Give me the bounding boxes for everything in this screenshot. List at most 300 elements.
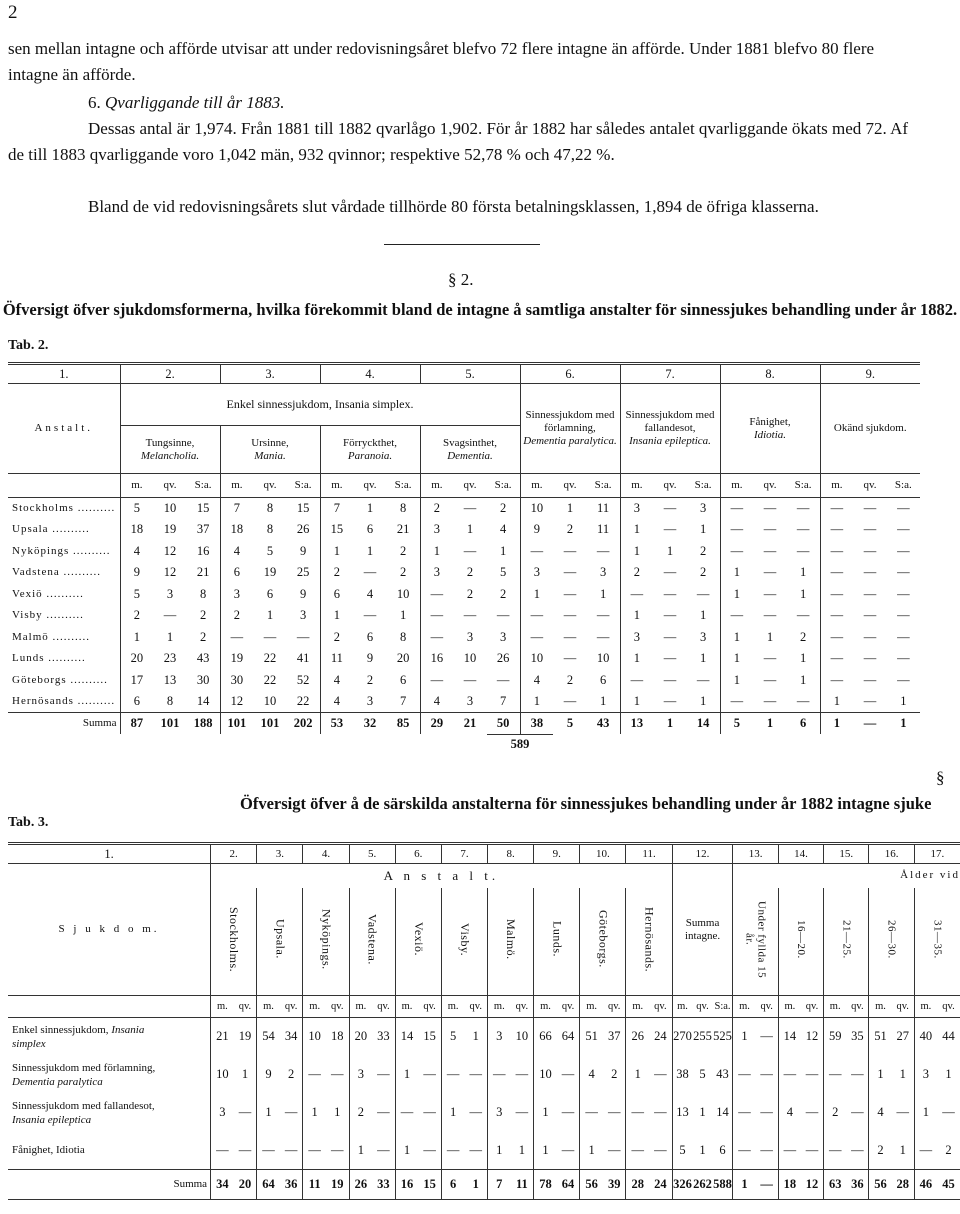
anstalt-header [534,888,580,996]
cell-value: 3 [220,584,253,606]
sub-header: qv. [756,996,779,1018]
cell-value: 1 [566,501,574,515]
colnum: 5. [349,844,395,864]
cell-value: — [654,1142,667,1157]
sub-header: m. [320,474,353,498]
anstalt-name: Lunds. [550,921,565,958]
sub-header: qv. [753,474,786,498]
cell-value: — [696,672,710,687]
cell-value: 19 [163,522,177,537]
disease-header [320,426,420,474]
row-label: Nyköpings .......... [12,544,111,557]
table-row [8,1132,960,1170]
cell-value: 1 [799,565,807,580]
disease-name: Svagsinthet, [442,436,498,449]
cell-value: — [496,608,510,623]
cell-value: 1 [241,1067,249,1081]
cell-value: — [626,1094,649,1132]
cell-value: — [488,1056,511,1094]
cell-value: 3 [620,627,653,649]
disease-header [420,426,520,474]
cell-value: 11 [597,501,610,515]
cell-value: 3 [211,1094,234,1132]
disease-latin: Dementia paralytica [12,1075,103,1088]
row-label-line [12,1143,210,1157]
cell-value: — [263,629,277,644]
cell-value: 8 [199,586,207,601]
cell-value: — [377,1142,390,1157]
colnum: 14. [778,844,823,864]
cell-value: 1 [799,672,807,687]
table-row [8,1056,960,1094]
cell-value: — [626,1132,649,1170]
colnum-row [8,364,920,384]
cell-value: 6 [366,522,374,537]
alder-group-header: Ålder vid [733,864,960,888]
cell-value: — [469,1067,482,1081]
sub-header: qv. [326,996,349,1018]
summa-value: 11 [303,1170,326,1200]
cell-value: — [563,629,577,644]
empty-cell [787,734,820,754]
cell-value: — [238,1142,252,1157]
cell-value: 1 [420,541,453,563]
empty-cell [320,734,353,754]
disease-header [820,384,920,474]
sub-header: qv. [653,474,686,498]
cell-value: 202 [287,713,320,735]
colnum-row [8,844,960,864]
table-row [8,670,920,692]
cell-value: — [863,608,877,623]
cell-value: 3 [466,694,474,708]
disease-latin: Melancholia. [140,449,200,462]
cell-value: 2 [366,672,374,687]
cell-value: 20 [349,1018,372,1056]
cell-value: 13 [163,672,177,687]
sub-header: qv. [280,996,303,1018]
cell-value: — [654,1105,667,1119]
age-label: 26—30. [885,919,898,959]
cell-value: — [363,565,377,580]
cell-value: 5 [120,498,153,520]
cell-value: 4 [320,691,353,713]
table-row [8,648,920,670]
cell-value: 1 [599,694,607,708]
disease-name: Fånighet, Idiotia [12,1144,85,1157]
cell-value: — [520,541,553,563]
empty-cell [587,734,620,754]
summa-value: 28 [892,1170,915,1200]
cell-value: 24 [649,1018,672,1056]
cell-value: 1 [499,543,507,558]
cell-value: 1 [899,1067,906,1081]
cell-value: 18 [120,519,153,541]
sub-header: m. [626,996,649,1018]
summa-row [8,713,920,735]
cell-value: — [607,1105,621,1119]
row-label: Vadstena .......... [12,566,101,579]
summa-value: 36 [280,1170,303,1200]
cell-value: 10 [520,648,553,670]
cell-value: 12 [163,565,177,580]
cell-value: 20 [396,651,410,666]
cell-value: 2 [699,543,707,558]
row-label-line [12,1061,210,1075]
cell-value: 16 [196,543,210,558]
cell-value: 3 [349,1056,372,1094]
sub-header: qv. [511,996,534,1018]
disease-header [120,426,220,474]
cell-value: 255 [692,1018,712,1056]
anstalt-header [211,888,257,996]
cell-value: — [563,586,577,601]
cell-value: — [796,608,810,623]
sub-header: m. [733,996,756,1018]
disease-latin: Mania. [254,449,286,462]
anstalt-header [580,888,626,996]
cell-value: — [720,519,753,541]
table-row [8,584,920,606]
cell-value: — [331,1142,344,1157]
cell-value: 4 [120,541,153,563]
cell-value: — [515,1067,529,1081]
row-label: Stockholms .......... [12,502,116,514]
cell-value: — [563,651,577,666]
cell-value: 1 [518,1142,525,1157]
cell-value: — [620,670,653,692]
summa-value: 1 [733,1170,756,1200]
cell-value: 2 [420,498,453,520]
cell-value: — [663,694,677,708]
cell-value: 1 [534,1132,557,1170]
cell-value: 1 [366,501,374,515]
cell-value: 10 [211,1056,234,1094]
cell-value: — [897,543,910,558]
empty-cell [253,734,286,754]
cell-value: 1 [720,627,753,649]
cell-value: 7 [399,694,407,708]
cell-value: — [760,1142,773,1157]
table-row [8,691,920,713]
colnum: 8. [488,844,534,864]
cell-value: — [897,608,910,623]
cell-value: 19 [220,648,253,670]
cell-value: 1 [914,1094,937,1132]
cell-value: 1 [620,648,653,670]
cell-value: — [284,1105,298,1119]
cell-value: 3 [520,562,553,584]
cell-value: — [763,543,777,558]
empty-cell [653,734,686,754]
age-label: 21—25. [840,919,853,959]
cell-value: — [654,1067,667,1081]
cell-value: 270 [672,1018,692,1056]
cell-value: — [563,694,577,708]
cell-value: 4 [366,586,374,601]
colnum: 2. [211,844,257,864]
empty-cell [620,734,653,754]
paragraph-text: Bland de vid redovisningsårets slut vårdade tillhörde 80 första betalningsklassen, 1,894 de öfriga klasserna. [88,197,819,216]
sub-header: m. [534,996,557,1018]
disease-name: Tungsinne, [145,436,195,449]
cell-value: 1 [699,651,707,666]
cell-value: — [496,672,510,687]
cell-value: 30 [220,670,253,692]
cell-value: 51 [869,1018,892,1056]
disease-name: Ursinne, [251,436,289,449]
sub-header: m. [349,996,372,1018]
cell-value: — [863,586,877,601]
empty-cell [287,734,320,754]
cell-value: 4 [420,691,453,713]
cell-value: — [820,605,853,627]
summa-value: 26 [349,1170,372,1200]
empty-cell [8,996,211,1018]
cell-value: 14 [716,1105,729,1119]
cell-value: 30 [196,672,210,687]
cell-value: 1 [464,1018,487,1056]
cell-value: — [820,541,853,563]
sub-header: S:a. [487,474,520,498]
cell-value: — [363,608,377,623]
age-header [869,888,914,996]
anstalt-name: Vadstena. [365,913,380,965]
cell-value: 101 [153,713,186,735]
cell-value: — [863,543,877,558]
cell-value: 6 [120,691,153,713]
cell-value: — [663,565,677,580]
sub-header: S:a. [787,474,820,498]
disease-latin: simplex [12,1037,46,1050]
cell-value: 3 [366,694,374,708]
cell-value: 1 [899,1142,906,1157]
row-label [8,1094,211,1132]
cell-value: 14 [778,1018,801,1056]
cell-value: — [441,1132,464,1170]
sub-header: S:a. [287,474,320,498]
empty-cell [453,734,486,754]
empty-cell [720,734,753,754]
cell-value: 3 [299,608,307,623]
disease-header [720,384,820,474]
cell-value: — [515,1105,529,1119]
cell-value: 10 [303,1018,326,1056]
empty-cell [153,734,186,754]
cell-value: 2 [620,562,653,584]
cell-value: — [663,608,677,623]
sub-header: m. [914,996,937,1018]
cell-value: 5 [720,713,753,735]
cell-value: — [580,1094,603,1132]
summa-value: 33 [372,1170,395,1200]
cell-value: 52 [296,672,310,687]
sub-header: m. [580,996,603,1018]
cell-value: — [914,1132,937,1170]
cell-value: — [663,672,677,687]
sub-header: qv. [464,996,487,1018]
cell-value: 1 [441,1094,464,1132]
paragraph-text: sen mellan intagne och afförde utvisar att under redovisningsåret blefvo 72 flere intagne än afförde. Under 1881 blefvo 80 flere intagne än afförde. [8,39,875,84]
cell-value: 525 [713,1018,733,1056]
cell-value: 9 [120,562,153,584]
cell-value: — [820,648,853,670]
cell-value: — [663,586,677,601]
cell-value: 1 [580,1132,603,1170]
cell-value: 4 [520,670,553,692]
cell-value: — [377,1105,390,1119]
cell-value: 6 [266,586,274,601]
sub-header: m. [820,474,853,498]
cell-value: 11 [597,522,610,537]
cell-value: — [897,586,910,601]
empty-cell [387,734,420,754]
cell-value: 26 [626,1018,649,1056]
summa-value: 6 [441,1170,464,1200]
cell-value: 2 [349,1094,372,1132]
sub-header: S:a. [887,474,920,498]
cell-value: — [520,627,553,649]
cell-value: 1 [620,519,653,541]
cell-value: — [796,543,810,558]
colnum: 4. [303,844,349,864]
colnum: 12. [672,844,733,864]
section-3-mark: § [936,768,945,787]
cell-value: 2 [220,605,253,627]
sub-header: qv. [253,474,286,498]
group-header-row [8,864,960,888]
cell-value: 2 [566,672,574,687]
age-label: 31—35. [931,919,944,959]
cell-value: 2 [945,1142,952,1157]
row-label: Malmö .......... [12,630,91,643]
summa-value: 12 [801,1170,824,1200]
cell-value: — [863,501,877,515]
cell-value: 1 [266,608,274,623]
cell-value: 1 [666,543,674,558]
cell-value: — [778,1056,801,1094]
cell-value: 2 [399,565,407,580]
cell-value: 4 [499,522,507,537]
cell-value: 1 [733,1018,756,1056]
cell-value: — [663,522,677,537]
sub-header: qv. [801,996,824,1018]
cell-value: — [763,608,777,623]
sub-header: m. [257,996,280,1018]
row-label: Lunds .......... [12,652,86,665]
sub-header: qv. [557,996,580,1018]
cell-value: 10 [534,1056,557,1094]
cell-value: — [257,1132,280,1170]
summa-value: 63 [824,1170,847,1200]
sub-header: S:a. [687,474,720,498]
cell-value: — [863,651,877,666]
sub-header: qv. [453,474,486,498]
cell-value: 3 [699,629,707,644]
cell-value: — [820,627,853,649]
table-row [8,519,920,541]
cell-value: — [303,1132,326,1170]
cell-value: 1 [466,522,474,537]
cell-value: 2 [320,562,353,584]
cell-value: 26 [296,522,310,537]
sub-header: m. [220,474,253,498]
cell-value: 8 [266,501,274,515]
cell-value: 14 [687,713,720,735]
cell-value: — [463,501,477,515]
cell-value: — [851,1067,864,1081]
cell-value: 1 [766,629,774,644]
cell-value: — [211,1132,234,1170]
row-label [8,1018,211,1056]
cell-value: 19 [263,565,277,580]
summa-value: 64 [257,1170,280,1200]
cell-value: 15 [296,501,310,515]
cell-value: — [863,694,877,708]
cell-value: 1 [620,541,653,563]
cell-value: 1 [488,1132,511,1170]
summa-value: 28 [626,1170,649,1200]
cell-value: 1 [799,651,807,666]
anstalt-name: Upsala. [273,919,288,960]
cell-value: — [596,543,610,558]
sub-header: m. [303,996,326,1018]
cell-value: 12 [163,543,177,558]
summa-value: 262 [692,1170,712,1200]
disease-header [520,384,620,474]
table-3-title: Öfversigt öfver å de särskilda anstalterna för sinnessjukes behandling under år 1882 intagne sjuke [240,794,932,813]
cell-value: — [863,672,877,687]
cell-value: 1 [653,713,686,735]
sub-header: m. [824,996,847,1018]
cell-value: — [296,629,310,644]
summa-row [8,1170,960,1200]
anstalt-header: Anstalt. [8,384,120,474]
cell-value: 5 [553,713,586,735]
sub-header: qv. [846,996,869,1018]
cell-value: 1 [334,1105,341,1119]
cell-value: — [863,522,877,537]
cell-value: — [897,629,910,644]
cell-value: 37 [603,1018,626,1056]
colnum: 9. [820,364,920,384]
cell-value: 9 [299,586,307,601]
age-header [824,888,869,996]
cell-value: 2 [869,1132,892,1170]
summa-value: 18 [778,1170,801,1200]
cell-value: — [420,605,453,627]
cell-value: 1 [720,670,753,692]
cell-value: — [563,543,577,558]
paragraph-text: Dessas antal är 1,974. Från 1881 till 1882 qvarlågo 1,902. För år 1882 har således antalet qvarliggande ökats med 72. Af de till 1883 qvarliggande voro 1,042 män, 932 qvinnor; respektive 52,78 % och 47,22 %. [8,119,909,164]
cell-value: — [720,498,753,520]
cell-value: 43 [716,1067,729,1081]
table-row [8,1018,960,1056]
anstalt-name: Hernösands. [642,906,657,972]
colnum: 5. [420,364,520,384]
cell-value: — [423,1105,436,1119]
disease-latin: Idiotia. [753,428,787,441]
cell-value: — [561,1105,575,1119]
anstalt-header [303,888,349,996]
cell-value: 9 [299,543,307,558]
row-label: Visby .......... [12,609,84,622]
anstalt-name: Visby. [457,922,472,956]
cell-value: — [563,608,577,623]
row-label [8,1132,211,1170]
cell-value: 44 [937,1018,960,1056]
cell-value: — [756,1018,779,1056]
